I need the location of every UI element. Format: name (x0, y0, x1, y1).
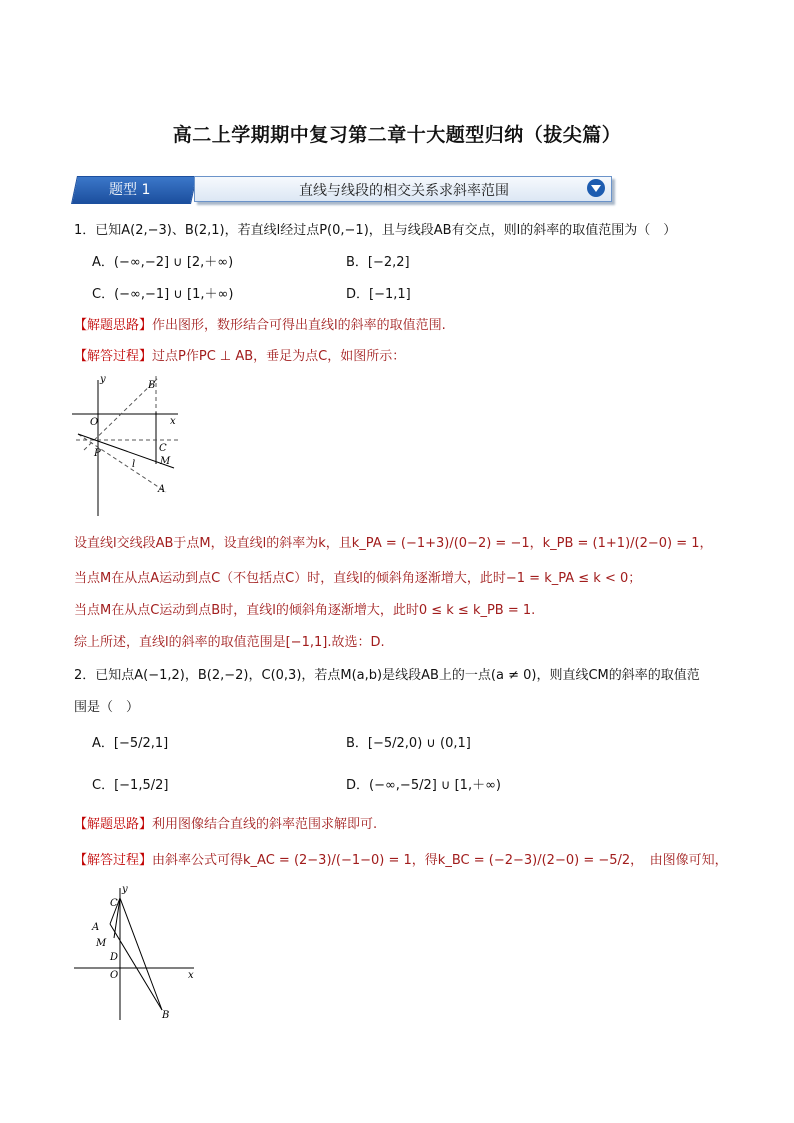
segment-cb (120, 898, 162, 1010)
fig1-label-x: x (170, 416, 176, 427)
line-pa (78, 434, 166, 492)
fig2-label-m: M (96, 938, 107, 949)
q1-stem: 1．已知A(2,−3)、B(2,1)，若直线l经过点P(0,−1)，且与线段AB有交点，则l的斜率的取值范围为（ ） (74, 223, 677, 238)
fig2-label-d: D (110, 952, 119, 963)
fig2-label-x: x (188, 970, 194, 981)
q1-step-1-formula: k_PA = (−1+3)/(0−2) = −1，k_PB = (1+1)/(2−0) = 1， (351, 536, 713, 551)
q2-process-tag: 【解答过程】 (74, 853, 153, 868)
q2-process (74, 852, 728, 870)
q1-step-2: 当点M在从点A运动到点C（不包括点C）时，直线l的倾斜角逐渐增大，此时−1 = k_PA ≤ k < 0； (74, 571, 642, 586)
fig2-label-c: C (110, 898, 118, 909)
q2-idea-text: 利用图像结合直线的斜率范围求解即可. (152, 817, 378, 832)
q2-stem-line-2: 围是（ ） (74, 700, 140, 715)
q1-option-c: C．(−∞,−1] ∪ [1,＋∞) (92, 287, 234, 302)
fig2-label-y: y (122, 884, 128, 895)
banner-tag (71, 176, 197, 204)
q2-process-text: 由斜率公式可得k_AC = (2−3)/(−1−0) = 1，得k_BC = (−2−3)/(2−0) = −5/2， 由图像可知， (152, 853, 728, 868)
fig2-label-o: O (110, 970, 119, 981)
q2-option-a: A．[−5/2,1] (92, 736, 169, 751)
q1-process (74, 348, 405, 366)
segment-ab (110, 924, 162, 1010)
q1-process-tag: 【解答过程】 (74, 349, 153, 364)
page-title: 高二上学期期中复习第二章十大题型归纳（拔尖篇） (172, 124, 622, 146)
banner-topic-box (194, 176, 612, 202)
q1-idea (74, 317, 446, 335)
figure-2 (70, 884, 200, 1024)
q1-option-a: A．(−∞,−2] ∪ [2,＋∞) (92, 255, 234, 270)
q1-process-text: 过点P作PC ⊥ AB，垂足为点C，如图所示： (152, 349, 406, 364)
q2-idea-tag: 【解题思路】 (74, 817, 153, 832)
q1-idea-text: 作出图形，数形结合可得出直线l的斜率的取值范围. (152, 318, 446, 333)
q1-idea-tag: 【解题思路】 (74, 318, 153, 333)
figure-1 (66, 372, 186, 520)
q2-option-d: D．(−∞,−5/2] ∪ [1,＋∞) (346, 778, 501, 793)
q1-option-b: B．[−2,2] (346, 255, 410, 270)
q2-stem-line-1: 2．已知点A(−1,2)，B(2,−2)，C(0,3)，若点M(a,b)是线段AB上的一点(a ≠ 0)，则直线CM的斜率的取值范 (74, 668, 700, 683)
fig1-label-p: P (94, 448, 101, 459)
banner-tag-label: 题型 1 (109, 182, 151, 198)
q1-step-1 (74, 535, 713, 553)
chevron-down-icon[interactable] (587, 179, 605, 197)
q1-step-3: 当点M在从点C运动到点B时，直线l的倾斜角逐渐增大，此时0 ≤ k ≤ k_PB = 1. (74, 603, 536, 618)
fig1-label-a: A (158, 484, 166, 495)
q2-option-b: B．[−5/2,0) ∪ (0,1] (346, 736, 471, 751)
fig1-label-y: y (100, 374, 106, 385)
q2-option-c: C．[−1,5/2] (92, 778, 169, 793)
fig1-label-m: M (160, 456, 171, 467)
fig1-label-o: O (90, 417, 99, 428)
q1-conclusion: 综上所述，直线l的斜率的取值范围是[−1,1].故选：D. (74, 635, 385, 650)
section-banner (74, 176, 614, 206)
q2-idea (74, 816, 377, 834)
q1-option-d: D．[−1,1] (346, 287, 411, 302)
banner-topic: 直线与线段的相交关系求斜率范围 (299, 183, 509, 199)
fig1-label-l: l (132, 459, 136, 470)
q1-step-1-text: 设直线l交线段AB于点M，设直线l的斜率为k，且 (74, 536, 352, 551)
fig1-label-c: C (159, 443, 167, 454)
fig2-label-b: B (162, 1010, 170, 1021)
fig2-label-a: A (92, 922, 100, 933)
fig1-label-b: B (148, 380, 156, 391)
